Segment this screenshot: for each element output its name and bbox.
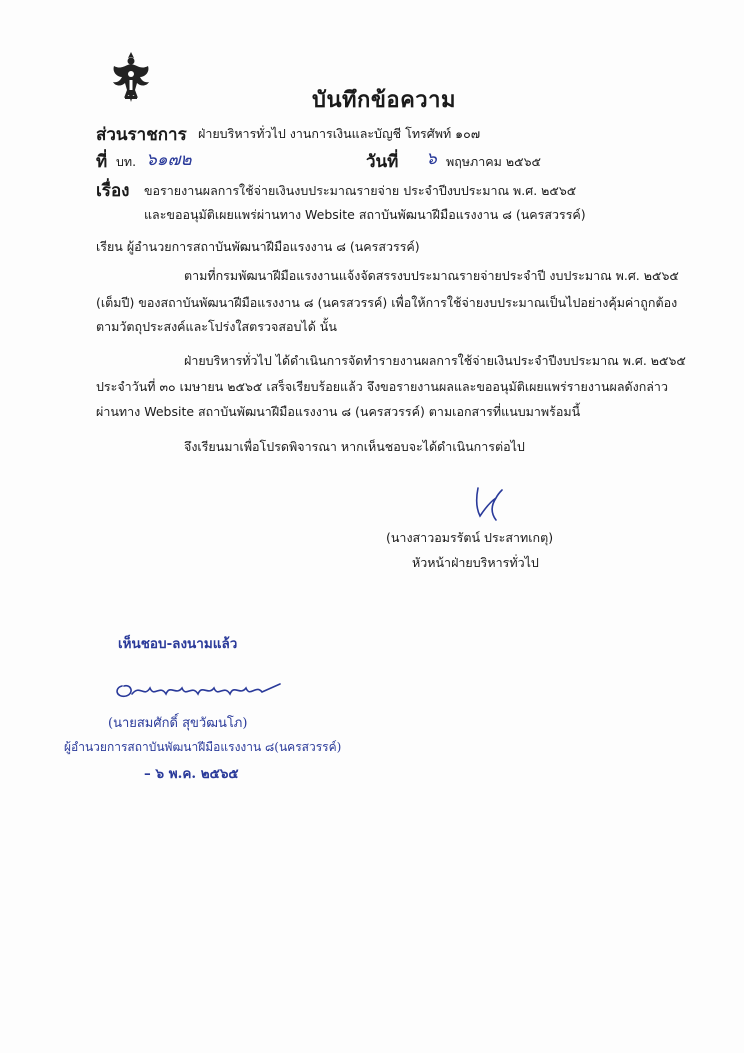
subject-label: เรื่อง bbox=[96, 181, 130, 201]
agency-label: ส่วนราชการ bbox=[96, 125, 187, 145]
subject-line-1: ขอรายงานผลการใช้จ่ายเงินงบประมาณรายจ่าย ประจำปีงบประมาณ พ.ศ. ๒๕๖๕ bbox=[144, 183, 577, 198]
signer-signature bbox=[470, 484, 506, 524]
paragraph-2-line-3: ผ่านทาง Website สถาบันพัฒนาฝีมือแรงงาน ๘ (นครสวรรค์) ตามเอกสารที่แนบมาพร้อมนี้ bbox=[96, 404, 581, 419]
director-position: ผู้อำนวยการสถาบันพัฒนาฝีมือแรงงาน ๘(นครสวรรค์) bbox=[64, 740, 342, 754]
salutation: เรียน ผู้อำนวยการสถาบันพัฒนาฝีมือแรงงาน ๘ (นครสวรรค์) bbox=[96, 239, 420, 254]
director-signature bbox=[112, 676, 292, 704]
signer-position: หัวหน้าฝ่ายบริหารทั่วไป bbox=[412, 555, 539, 570]
memo-title: บันทึกข้อความ bbox=[312, 88, 457, 113]
approval-date: – ๖ พ.ค. ๒๕๖๕ bbox=[144, 766, 239, 782]
paragraph-3: จึงเรียนมาเพื่อโปรดพิจารณา หากเห็นชอบจะได้ดำเนินการต่อไป bbox=[184, 439, 525, 454]
approval-stamp: เห็นชอบ-ลงนามแล้ว bbox=[118, 636, 238, 652]
subject-line-2: และขออนุมัติเผยแพร่ผ่านทาง Website สถาบันพัฒนาฝีมือแรงงาน ๘ (นครสวรรค์) bbox=[144, 207, 586, 222]
date-label: วันที่ bbox=[366, 152, 399, 172]
date-day-handwritten: ๖ bbox=[426, 149, 437, 169]
signer-name: (นางสาวอมรรัตน์ ประสาทเกตุ) bbox=[386, 530, 554, 545]
ref-number-handwritten: ๖๑๗๒ bbox=[146, 150, 192, 170]
paragraph-1-line-3: ตามวัตถุประสงค์และโปร่งใสตรวจสอบได้ นั้น bbox=[96, 319, 337, 334]
agency-value: ฝ่ายบริหารทั่วไป งานการเงินและบัญชี โทรศัพท์ ๑๐๗ bbox=[198, 126, 481, 141]
paragraph-2-line-1: ฝ่ายบริหารทั่วไป ได้ดำเนินการจัดทำรายงานผลการใช้จ่ายเงินประจำปีงบประมาณ พ.ศ. ๒๕๖๕ bbox=[184, 353, 686, 368]
paragraph-1-line-1: ตามที่กรมพัฒนาฝีมือแรงงานแจ้งจัดสรรงบประมาณรายจ่ายประจำปี งบประมาณ พ.ศ. ๒๕๖๕ bbox=[184, 268, 679, 283]
ref-prefix: บท. bbox=[116, 154, 137, 169]
director-name: (นายสมศักดิ์ สุขวัฒนโภ) bbox=[108, 716, 248, 731]
paragraph-1-line-2: (เต็มปี) ของสถาบันพัฒนาฝีมือแรงงาน ๘ (นครสวรรค์) เพื่อให้การใช้จ่ายงบประมาณเป็นไปอย่างคุ้มค่าถูกต้อง bbox=[96, 295, 678, 310]
garuda-emblem-icon bbox=[108, 50, 154, 104]
ref-label: ที่ bbox=[96, 152, 108, 172]
date-month-year: พฤษภาคม ๒๕๖๕ bbox=[446, 154, 541, 169]
paragraph-2-line-2: ประจำวันที่ ๓๐ เมษายน ๒๕๖๕ เสร็จเรียบร้อยแล้ว จึงขอรายงานผลและขออนุมัติเผยแพร่รายงานผลดังกล่าว bbox=[96, 379, 668, 394]
